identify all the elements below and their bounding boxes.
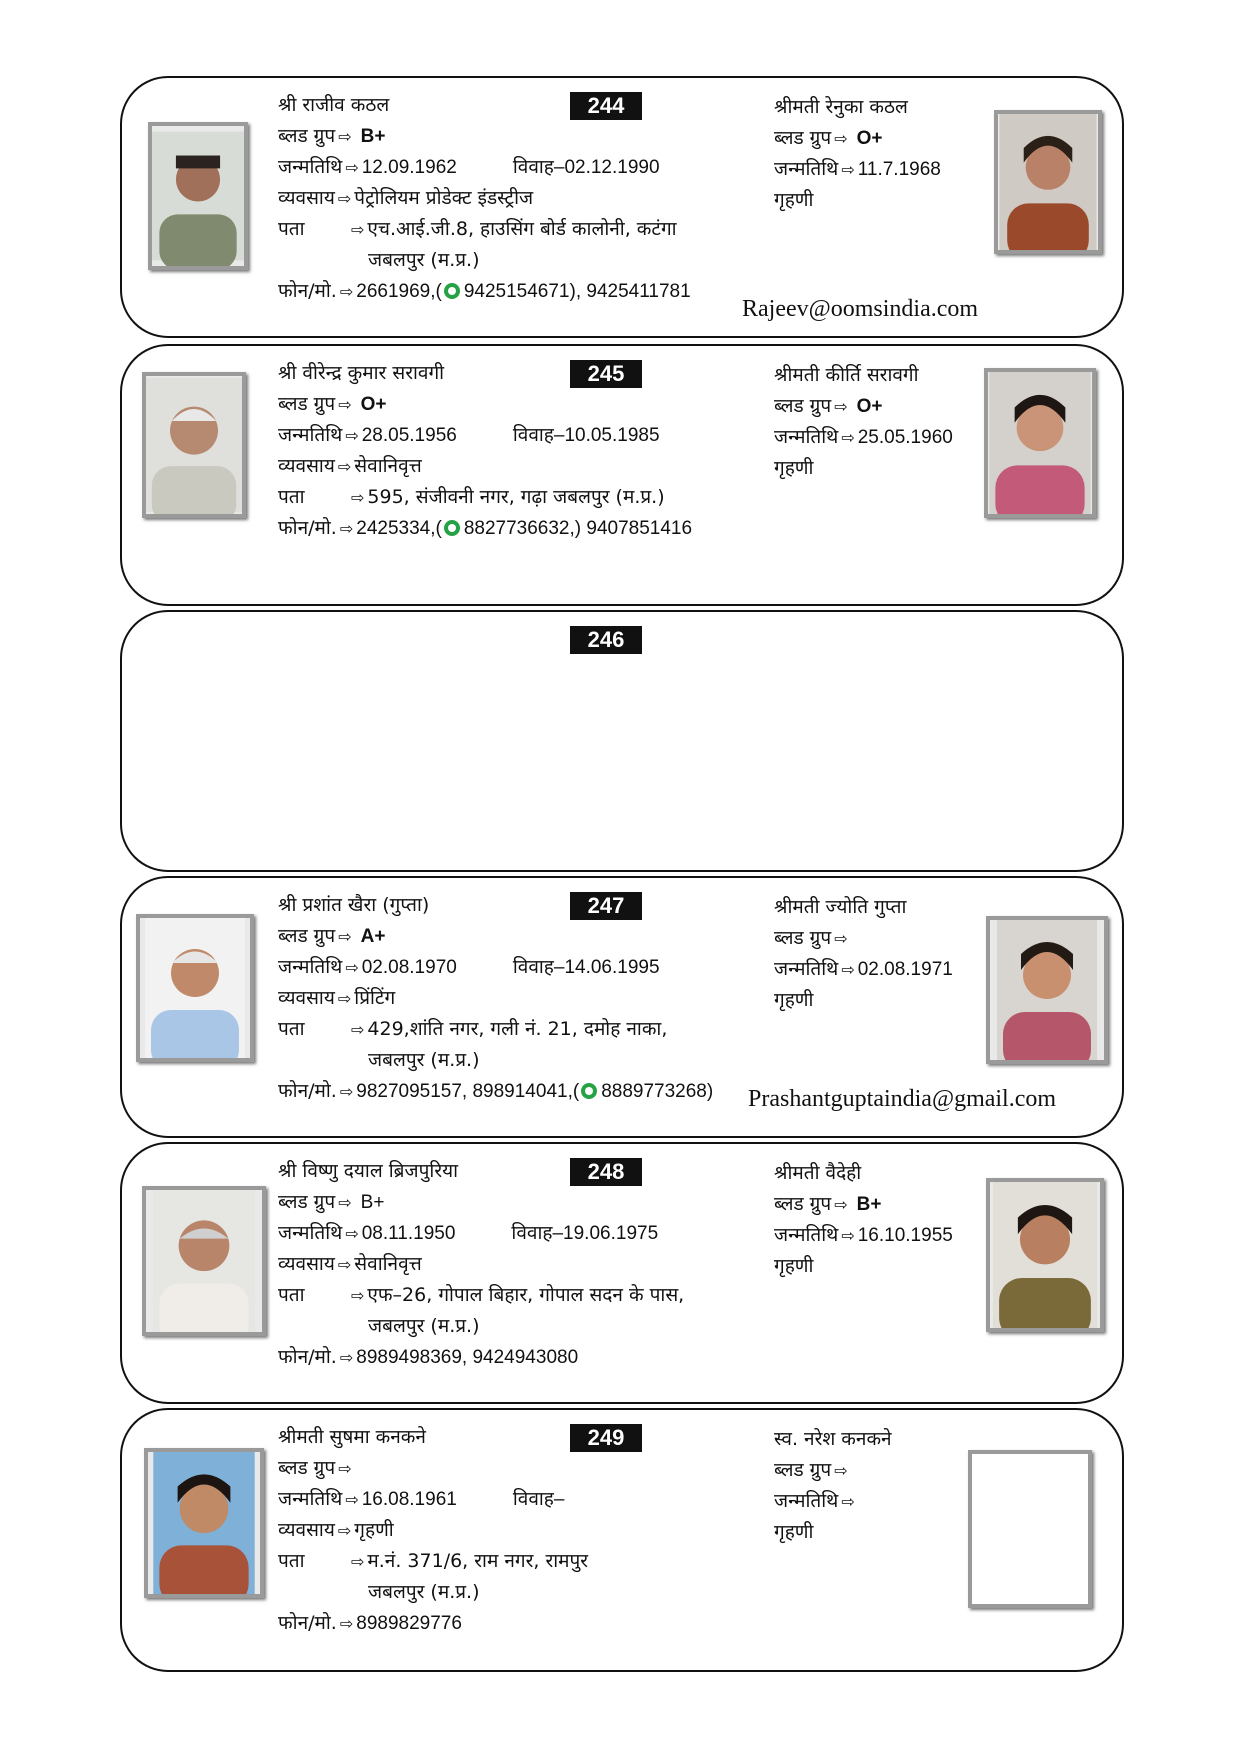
address-label: पता — [278, 1284, 305, 1306]
phone-part-1: 2425334,( — [356, 518, 442, 539]
arrow-icon: ⇨ — [338, 127, 352, 146]
blood-label: ब्लड ग्रुप — [278, 1457, 336, 1479]
phone-part-1: 8989829776 — [356, 1613, 462, 1634]
address-line-1: एच.आई.जी.8, हाउसिंग बोर्ड कालोनी, कटंगा — [367, 218, 677, 240]
blood-label: ब्लड ग्रुप — [278, 393, 336, 415]
member-details — [278, 358, 758, 544]
arrow-icon: ⇨ — [339, 1614, 354, 1633]
dob-label: जन्मतिथि — [774, 426, 839, 448]
dob-label: जन्मतिथि — [774, 1490, 839, 1512]
dob-label: जन्मतिथि — [774, 958, 839, 980]
address-line-2: जबलपुर (म.प्र.) — [368, 1315, 480, 1337]
phone-label: फोन/मो. — [278, 517, 337, 539]
blood-label: ब्लड ग्रुप — [278, 125, 336, 147]
whatsapp-icon — [581, 1083, 597, 1099]
blood-group: A+ — [360, 926, 386, 947]
occupation-value: प्रिंटिंग — [354, 987, 396, 1009]
occupation-value: गृहणी — [354, 1519, 394, 1541]
member-number: 245 — [570, 360, 642, 388]
member-details — [278, 1422, 758, 1639]
arrow-icon: ⇨ — [841, 1226, 855, 1245]
member-card-245 — [120, 344, 1124, 606]
blood-label: ब्लड ग्रुप — [278, 1191, 336, 1213]
arrow-icon: ⇨ — [339, 1082, 354, 1101]
dob-value: 02.08.1970 — [361, 957, 457, 978]
member-card-247 — [120, 876, 1124, 1138]
dob-label: जन्मतिथि — [278, 1488, 343, 1510]
member-name: श्री विष्णु दयाल ब्रिजपुरिया — [278, 1160, 459, 1182]
blood-group: B+ — [360, 1192, 385, 1213]
arrow-icon: ⇨ — [338, 1193, 352, 1212]
occupation-label: व्यवसाय — [278, 187, 335, 209]
member-number: 247 — [570, 892, 642, 920]
arrow-icon: ⇨ — [345, 1224, 359, 1243]
member-photo — [148, 122, 248, 270]
marriage-date: विवाह– — [512, 1489, 565, 1510]
blood-group: B+ — [360, 126, 386, 147]
address-line-1: 429,शांति नगर, गली नं. 21, दमोह नाका, — [367, 1018, 668, 1040]
member-name: श्री वीरेन्द्र कुमार सरावगी — [278, 362, 445, 384]
spouse-occupation: गृहणी — [774, 1521, 814, 1543]
phone-part-1: 9827095157, 898914041,( — [356, 1081, 580, 1102]
dob-value: 16.08.1961 — [361, 1489, 457, 1510]
blood-group: O+ — [360, 394, 387, 415]
blood-label: ब्लड ग्रुप — [774, 1459, 832, 1481]
phone-part-1: 2661969,( — [356, 281, 442, 302]
dob-value: 08.11.1950 — [361, 1223, 456, 1244]
spouse-dob: 16.10.1955 — [857, 1225, 953, 1246]
arrow-icon: ⇨ — [338, 927, 352, 946]
member-number: 244 — [570, 92, 642, 120]
arrow-icon: ⇨ — [338, 395, 352, 414]
arrow-icon: ⇨ — [337, 1255, 352, 1274]
phone-label: फोन/मो. — [278, 1612, 337, 1634]
phone-label: फोन/मो. — [278, 1346, 337, 1368]
email: Prashantguptaindia@gmail.com — [748, 1086, 1057, 1112]
member-card-244 — [120, 76, 1124, 338]
marriage-date: विवाह–14.06.1995 — [512, 957, 660, 978]
arrow-icon: ⇨ — [834, 1195, 848, 1214]
address-line-1: 595, संजीवनी नगर, गढ़ा जबलपुर (म.प्र.) — [367, 486, 665, 508]
spouse-dob: 25.05.1960 — [857, 427, 953, 448]
phone-part-2: 8827736632,) 9407851416 — [463, 518, 693, 539]
arrow-icon: ⇨ — [339, 282, 354, 301]
spouse-blood-group: B+ — [856, 1194, 882, 1215]
occupation-value: सेवानिवृत्त — [354, 1253, 422, 1275]
arrow-icon: ⇨ — [841, 160, 855, 179]
arrow-icon: ⇨ — [337, 1521, 352, 1540]
arrow-icon: ⇨ — [337, 989, 352, 1008]
arrow-icon: ⇨ — [351, 1020, 365, 1039]
occupation-label: व्यवसाय — [278, 987, 335, 1009]
spouse-photo-placeholder — [968, 1450, 1092, 1608]
arrow-icon: ⇨ — [339, 519, 354, 538]
member-photo — [142, 372, 246, 518]
occupation-label: व्यवसाय — [278, 1519, 335, 1541]
whatsapp-icon — [444, 520, 460, 536]
spouse-details — [774, 92, 994, 216]
arrow-icon: ⇨ — [841, 960, 855, 979]
occupation-label: व्यवसाय — [278, 1253, 335, 1275]
blood-label: ब्लड ग्रुप — [774, 127, 832, 149]
marriage-date: विवाह–19.06.1975 — [511, 1223, 659, 1244]
spouse-photo — [986, 1178, 1104, 1332]
arrow-icon: ⇨ — [834, 129, 848, 148]
member-card-249 — [120, 1408, 1124, 1672]
spouse-details — [774, 1424, 994, 1548]
member-details — [278, 90, 758, 307]
spouse-blood-group: O+ — [856, 396, 883, 417]
address-line-2: जबलपुर (म.प्र.) — [368, 1049, 480, 1071]
blood-label: ब्लड ग्रुप — [774, 1193, 832, 1215]
spouse-name: श्रीमती ज्योति गुप्ता — [774, 896, 907, 918]
arrow-icon: ⇨ — [834, 929, 848, 948]
dob-value: 28.05.1956 — [361, 425, 457, 446]
address-line-1: म.नं. 371/6, राम नगर, रामपुर — [367, 1550, 589, 1572]
arrow-icon: ⇨ — [337, 189, 352, 208]
spouse-photo — [986, 916, 1108, 1064]
spouse-occupation: गृहणी — [774, 1255, 814, 1277]
address-label: पता — [278, 1550, 305, 1572]
address-line-2: जबलपुर (म.प्र.) — [368, 1581, 480, 1603]
arrow-icon: ⇨ — [339, 1348, 354, 1367]
phone-label: फोन/मो. — [278, 1080, 337, 1102]
spouse-details — [774, 892, 994, 1016]
arrow-icon: ⇨ — [337, 457, 352, 476]
phone-label: फोन/मो. — [278, 280, 337, 302]
member-card-246 — [120, 610, 1124, 872]
spouse-name: श्रीमती वैदेही — [774, 1162, 862, 1184]
spouse-dob: 02.08.1971 — [857, 959, 953, 980]
address-label: पता — [278, 486, 305, 508]
address-label: पता — [278, 1018, 305, 1040]
member-number: 249 — [570, 1424, 642, 1452]
arrow-icon: ⇨ — [345, 1490, 359, 1509]
member-details — [278, 890, 758, 1107]
spouse-details — [774, 360, 994, 484]
dob-label: जन्मतिथि — [278, 424, 343, 446]
email: Rajeev@oomsindia.com — [742, 296, 979, 322]
arrow-icon: ⇨ — [345, 958, 359, 977]
member-name: श्री राजीव कठल — [278, 94, 390, 116]
address-line-1: एफ–26, गोपाल बिहार, गोपाल सदन के पास, — [367, 1284, 685, 1306]
whatsapp-icon — [444, 283, 460, 299]
spouse-details — [774, 1158, 994, 1282]
arrow-icon: ⇨ — [338, 1459, 352, 1478]
spouse-dob: 11.7.1968 — [857, 159, 941, 180]
arrow-icon: ⇨ — [351, 220, 365, 239]
spouse-name: श्रीमती कीर्ति सरावगी — [774, 364, 919, 386]
phone-part-2: 8889773268) — [601, 1081, 714, 1102]
spouse-occupation: गृहणी — [774, 457, 814, 479]
blood-label: ब्लड ग्रुप — [278, 925, 336, 947]
member-details — [278, 1156, 758, 1373]
spouse-name: श्रीमती रेनुका कठल — [774, 96, 908, 118]
dob-label: जन्मतिथि — [278, 956, 343, 978]
arrow-icon: ⇨ — [841, 1492, 855, 1511]
member-name: श्री प्रशांत खैरा (गुप्ता) — [278, 894, 430, 916]
blood-label: ब्लड ग्रुप — [774, 927, 832, 949]
blood-label: ब्लड ग्रुप — [774, 395, 832, 417]
member-photo — [144, 1448, 264, 1598]
spouse-occupation: गृहणी — [774, 189, 814, 211]
phone-part-1: 8989498369, 9424943080 — [356, 1347, 579, 1368]
occupation-label: व्यवसाय — [278, 455, 335, 477]
dob-label: जन्मतिथि — [774, 1224, 839, 1246]
arrow-icon: ⇨ — [351, 488, 365, 507]
dob-label: जन्मतिथि — [278, 1222, 343, 1244]
arrow-icon: ⇨ — [345, 158, 359, 177]
address-line-2: जबलपुर (म.प्र.) — [368, 249, 480, 271]
spouse-blood-group: O+ — [856, 128, 883, 149]
address-label: पता — [278, 218, 305, 240]
member-card-248 — [120, 1142, 1124, 1404]
arrow-icon: ⇨ — [834, 397, 848, 416]
dob-label: जन्मतिथि — [774, 158, 839, 180]
member-number: 248 — [570, 1158, 642, 1186]
marriage-date: विवाह–10.05.1985 — [512, 425, 660, 446]
dob-label: जन्मतिथि — [278, 156, 343, 178]
occupation-value: पेट्रोलियम प्रोडेक्ट इंडस्ट्रीज — [354, 187, 534, 209]
arrow-icon: ⇨ — [841, 428, 855, 447]
member-name: श्रीमती सुषमा कनकने — [278, 1426, 426, 1448]
arrow-icon: ⇨ — [834, 1461, 848, 1480]
arrow-icon: ⇨ — [351, 1552, 365, 1571]
marriage-date: विवाह–02.12.1990 — [512, 157, 660, 178]
occupation-value: सेवानिवृत्त — [354, 455, 422, 477]
spouse-occupation: गृहणी — [774, 989, 814, 1011]
arrow-icon: ⇨ — [351, 1286, 365, 1305]
member-photo — [142, 1186, 266, 1336]
spouse-name: स्व. नरेश कनकने — [774, 1428, 892, 1450]
spouse-photo — [984, 368, 1096, 518]
phone-part-2: 9425154671), 9425411781 — [463, 281, 691, 302]
spouse-photo — [994, 110, 1102, 254]
member-photo — [136, 914, 254, 1062]
arrow-icon: ⇨ — [345, 426, 359, 445]
member-number: 246 — [570, 626, 642, 654]
dob-value: 12.09.1962 — [361, 157, 457, 178]
